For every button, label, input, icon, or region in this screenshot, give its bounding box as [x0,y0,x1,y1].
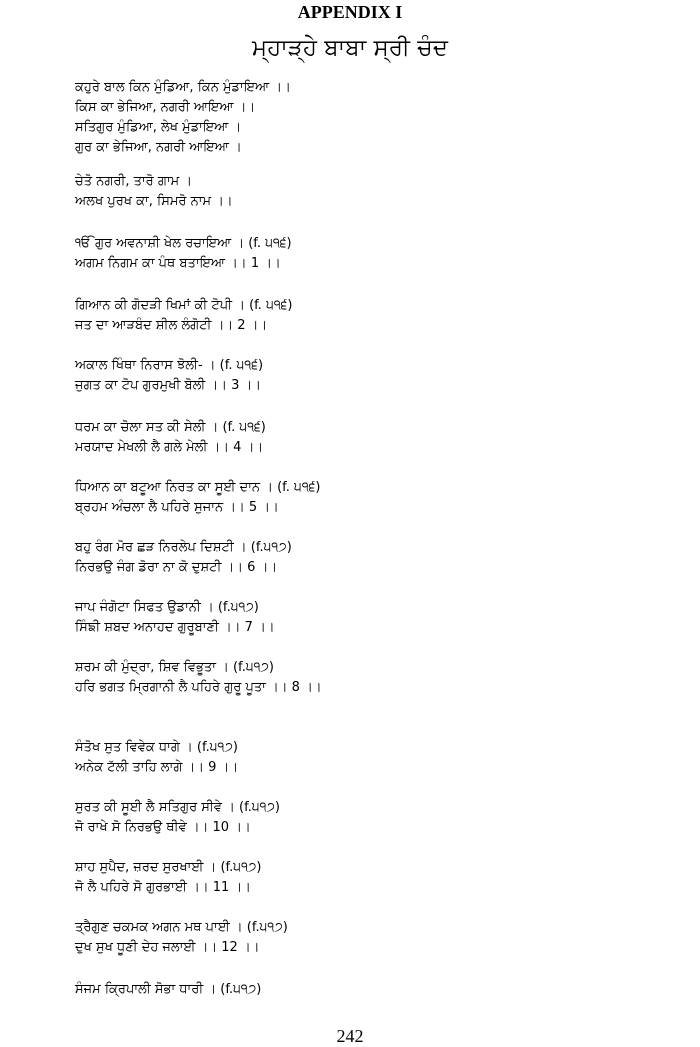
verse-line: ਤ੍ਰੈਗੁਣ ਚਕਮਕ ਅਗਨ ਮਥ ਪਾਈ । (f.੫੧੭) [75,920,288,935]
verse-line: ਅਨੇਕ ਟੱਲੀ ਤਾਹਿ ਲਾਗੇ ।। 9 ।। [75,760,239,775]
verse-line: ਸ਼ਾਹ ਸੁਪੈਦ, ਜ਼ਰਦ ਸੁਰਖਾਈ । (f.੫੧੭) [75,860,262,875]
verse-line: ੴ ਗੁਰ ਅਵਨਾਸ਼ੀ ਖੇਲ ਰਚਾਇਆ । (f. ੫੧੬) [75,236,292,251]
verse-stanza [75,234,292,274]
verse-stanza [75,538,292,578]
verse-stanza [75,738,238,778]
verse-stanza [75,798,280,838]
verse-line: ਗੁਰ ਕਾ ਭੇਜਿਆ, ਨਗਰੀ ਆਇਆ । [75,140,242,155]
verse-stanza [75,296,292,336]
verse-line: ਜਾਪ ਜੰਗੋਟਾ ਸਿਫਤ ਉਡਾਨੀ । (f.੫੧੭) [75,600,259,615]
verse-line: ਮਰਯਾਦ ਮੇਖਲੀ ਲੈ ਗਲੇ ਮੇਲੀ ।। 4 ।। [75,440,264,455]
verse-line: ਜਤ ਦਾ ਆੜਬੰਦ ਸ਼ੀਲ ਲੰਗੋਟੀ ।। 2 ।। [75,318,268,333]
verse-line: ਸਤਿਗੁਰ ਮੁੰਡਿਆ, ਲੇਖ ਮੁੰਡਾਇਆ । [75,120,242,135]
verse-stanza [75,418,266,458]
verse-stanza [75,598,275,638]
verse-line: ਹਰਿ ਭਗਤ ਮ੍ਰਿਗਾਨੀ ਲੈ ਪਹਿਰੇ ਗੁਰੂ ਪੂਤਾ ।। 8 ।। [75,680,322,695]
verse-line: ਸਿੰਙੀ ਸ਼ਬਦ ਅਨਾਹਦ ਗੁਰੂਬਾਣੀ ।। 7 ।। [75,620,275,635]
verse-line: ਧਿਆਨ ਕਾ ਬਟੂਆ ਨਿਰਤ ਕਾ ਸੂਈ ਦਾਨ । (f. ੫੧੬) [75,480,321,495]
verse-stanza [75,980,261,1000]
verse-line: ਧਰਮ ਕਾ ਚੋਲਾ ਸਤ ਕੀ ਸੇਲੀ । (f. ੫੧੬) [75,420,266,435]
verse-stanza [75,172,233,212]
appendix-heading: APPENDIX I [297,2,403,22]
page-number: 242 [336,1026,364,1046]
verse-line: ਗਿਆਨ ਕੀ ਗੋਦੜੀ ਖਿਮਾਂ ਕੀ ਟੋਪੀ । (f. ੫੧੬) [75,298,293,313]
verse-line: ਸੰਤੋਖ ਸੁਤ ਵਿਵੇਕ ਧਾਗੇ । (f.੫੧੭) [75,740,238,755]
verse-line: ਜੁਗਤ ਕਾ ਟੋਪ ਗੁਰਮੁਖੀ ਬੋਲੀ ।। 3 ।। [75,378,262,393]
verse-line: ਅਗਮ ਨਿਗਮ ਕਾ ਪੰਥ ਬਤਾਇਆ ।। 1 ।। [75,256,281,271]
verse-line: ਨਿਰਭਉ ਜੰਗ ਡੋਰਾ ਨਾ ਕੋ ਦੁਸ਼ਟੀ ।। 6 ।। [75,560,278,575]
verse-stanza [75,918,288,958]
verse-line: ਸੰਜਮ ਕ੍ਰਿਪਾਲੀ ਸੋਭਾ ਧਾਰੀ । (f.੫੧੭) [75,982,262,997]
verse-line: ਸ਼ਰਮ ਕੀ ਮੁੰਦ੍ਰਾ, ਸ਼ਿਵ ਵਿਭੂਤਾ । (f.੫੧੭) [75,660,274,675]
page-title: ਮ੍ਹਾੜ੍ਹੇ ਬਾਬਾ ਸ੍ਰੀ ਚੰਦ [252,35,448,61]
verse-stanza [75,356,263,396]
verse-line: ਅਲਖ ਪੁਰਖ ਕਾ, ਸਿਮਰੋ ਨਾਮ ।। [75,194,233,209]
verse-line: ਕਹੁਰੇ ਬਾਲ ਕਿਨ ਮੁੰਡਿਆ, ਕਿਨ ਮੁੰਡਾਇਆ ।। [75,80,291,95]
verse-line: ਕਿਸ ਕਾ ਭੇਜਿਆ, ਨਗਰੀ ਆਇਆ ।। [75,100,256,115]
verse-stanza [75,478,320,518]
verse-line: ਚੇਤੋ ਨਗਰੀ, ਤਾਰੋ ਗਾਮ । [75,174,193,189]
verse-line: ਸੁਰਤ ਕੀ ਸੂਈ ਲੈ ਸਤਿਗੁਰ ਸੀਵੇ । (f.੫੧੭) [75,800,281,815]
verse-stanza [75,658,322,698]
verse-line: ਜੋ ਰਾਖੇ ਸੋ ਨਿਰਭਉ ਥੀਵੇ ।। 10 ।। [75,820,251,835]
verse-line: ਜੋ ਲੈ ਪਹਿਰੇ ਸੋ ਗੁਰਭਾਈ ।। 11 ।। [75,880,251,895]
verse-line: ਅਕਾਲ ਖਿੰਥਾ ਨਿਰਾਸ ਝੋਲੀ- । (f. ੫੧੬) [75,358,264,373]
verse-line: ਦੁਖ ਸੁਖ ਧੂਣੀ ਦੇਹ ਜਲਾਈ ।। 12 ।। [75,940,260,955]
verse-line: ਬਹੁ ਰੰਗ ਮੋਰ ਛੜ ਨਿਰਲੇਪ ਦਿਸ਼ਟੀ । (f.੫੧੭) [75,540,292,555]
verse-stanza [75,78,291,158]
verse-line: ਬ੍ਰਹਮ ਅੰਚਲਾ ਲੈ ਪਹਿਰੇ ਸੁਜਾਨ ।। 5 ।। [75,500,279,515]
verse-stanza [75,858,261,898]
